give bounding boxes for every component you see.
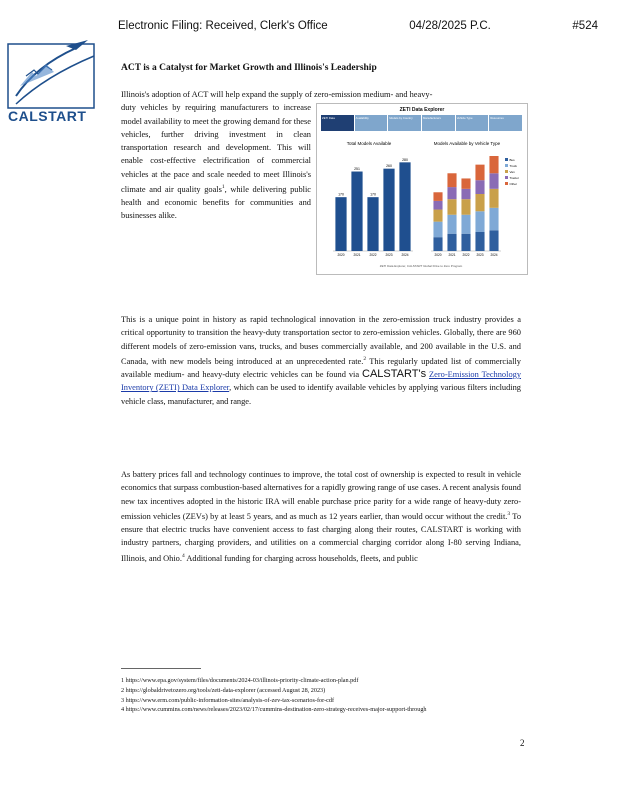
paragraph-3-text-3: Additional funding for charging across households, fleets, and public [184,553,418,563]
filing-header [118,20,598,32]
stacked-segment [447,173,456,187]
footnote-ref-4[interactable]: 4 [181,552,185,559]
right-tick-label: 2024 [490,253,498,257]
left-bar [399,162,410,251]
left-bar [351,172,362,251]
legend-label: Truck [509,164,517,168]
figure-tab: Manufacturers [422,115,455,131]
stacked-segment [475,232,484,251]
figure-tab: Models by Country [388,115,421,131]
footnote-1: 1 https://www.epa.gov/system/files/documents/2024-03/illinois-priority-climate-action-plan.pdf [121,677,359,684]
stacked-segment [447,199,456,215]
left-bar-label: 260 [386,164,392,169]
footnote-2: 2 https://globaldrivetozero.org/tools/zeti-data-explorer (accessed August 28, 2023) [121,686,326,694]
paragraph-3-text-2: To ensure that electric trucks have convenient access to fast charging along their routes, CALSTART is working with industry partners, charging providers, and utilities on a commercial charging corridor along I-80 serving Indiana, Illinois, and Ohio. [121,511,522,563]
stacked-segment [461,178,470,188]
stacked-segment [447,234,456,251]
zeti-link[interactable]: Zero-Emission Technology Inventory (ZETI) Data Explorer [121,369,522,393]
paragraph-1-line-1: Illinois's adoption of ACT will help expand the supply of zero-emission medium- and heavy- [121,90,433,99]
left-bar-chart [333,158,413,257]
stacked-segment [461,215,470,234]
paragraph-2-text: This is a unique point in history as rapid technological innovation in the zero-emission truck industry provides a critical opportunity to transition the heavy-duty transportation sector to zero-emission vehicles. Globally, there are 960 different models of zero-emission vans, trucks, and buses commercially available, and 200 available in the U.S. and Canada, with new models being introduced at an unprecedented rate. [121,315,521,366]
page-number: 2 [520,738,525,748]
right-tick-label: 2020 [434,253,442,257]
left-tick-label: 2021 [353,253,361,257]
figure-tab: Resources [489,115,522,131]
figure-tab: Vehicle Type [456,115,489,131]
paragraph-1-text: duty vehicles by requiring manufacturers to increase model availability to meet the growing demand for these vehicles, further driving investment in clean transportation research and development. This will enable cost-effective electrification of commercial vehicles at the pace and scale needed to meet Illinois's climate and air quality goals [121,103,311,194]
footnotes [121,676,521,715]
paragraph-2 [121,313,521,408]
figure-charts [317,131,525,271]
filing-header-left: Electronic Filing: Received, Clerk's Office [118,20,328,32]
stacked-segment [461,234,470,251]
paragraph-2-text-2: This regularly updated list of commercially available medium- and heavy-duty electric vehicles can be found via [121,356,521,379]
paragraph-3-text: As battery prices fall and technology continues to improve, the total cost of ownership is expected to result in vehicle economics that surpass combustion-based alternatives for a rapidly growing range of use cases. A recent analysis found new tax incentives adopted in the historic IRA will enable purchase price parity for a wide range of heavy-duty zero-emission vehicles (ZEVs) by at least 5 years, and as much as 12 years earlier, than would occur without the credit. [121,470,521,521]
stacked-segment [489,173,498,189]
paragraph-2-text-3: , which can be used to identify available vehicles by applying various filters including vehicle class, manufacturer, and range. [121,383,521,406]
paragraph-1-body [121,101,311,222]
footnote-4: 4 https://www.cummins.com/news/releases/2023/02/17/cummins-destination-zero-strategy-receives-major-support-through [121,706,427,714]
stacked-segment [433,210,442,222]
stacked-segment [447,215,456,234]
left-tick-label: 2022 [369,253,377,257]
footnote-ref-3[interactable]: 3 [507,510,511,517]
footnote-ref-1[interactable]: 1 [221,184,225,191]
legend-swatch [505,158,508,161]
section-title: ACT is a Catalyst for Market Growth and Illinois's Leadership [121,63,377,73]
left-tick-label: 2024 [401,253,409,257]
stacked-segment [489,156,498,173]
legend-swatch [505,176,508,179]
left-tick-label: 2023 [385,253,393,257]
paragraph-1-tail: , while delivering public health and economic benefits for communities and businesses alike. [121,184,312,221]
figure-tabs [321,115,523,131]
stacked-segment [433,201,442,210]
stacked-segment [447,187,456,199]
left-bar-label: 170 [370,192,376,197]
left-bar [367,197,378,251]
left-chart-title: Total Models Available [346,141,392,146]
legend-label: Bus [509,158,515,162]
stacked-segment [461,199,470,215]
stacked-segment [475,194,484,211]
legend-swatch [505,182,508,185]
legend-label: Other [509,182,518,186]
left-bar-label: 280 [402,157,408,162]
figure-tab: ZETI Data [321,115,354,131]
stacked-segment [433,237,442,251]
right-chart-title: Models Available by Vehicle Type [433,141,501,146]
footnote-rule [121,668,201,669]
legend-label: Tractor [509,176,519,180]
right-stacked-chart [431,156,519,257]
calstart-logo-text: CALSTART [8,108,87,124]
zeti-figure [316,103,528,275]
right-tick-label: 2022 [462,253,470,257]
stacked-segment [433,192,442,201]
left-bar-label: 170 [338,192,344,197]
legend-swatch [505,170,508,173]
left-bar [383,169,394,251]
stacked-segment [489,230,498,251]
filing-date: 04/28/2025 P.C. [409,20,491,32]
left-bar-label: 251 [354,167,360,172]
stacked-segment [475,180,484,194]
footnote-3: 3 https://www.erm.com/public-information-sites/analysis-of-zev-tax-scenarios-for-cdf [121,696,335,704]
left-tick-label: 2020 [337,253,345,257]
stacked-segment [489,208,498,230]
right-tick-label: 2021 [448,253,456,257]
figure-footer: ZETI Data Explorer, CALSTART Global Drive to Zero Program [379,264,463,268]
figure-tab: Availability [355,115,388,131]
left-bar [335,197,346,251]
figure-title: ZETI Data Explorer [399,107,445,113]
filing-number: #524 [572,20,598,32]
stacked-segment [461,189,470,199]
stacked-segment [475,211,484,232]
stacked-segment [433,222,442,238]
calstart-name: CALSTART's [362,367,427,380]
stacked-segment [475,165,484,181]
legend-swatch [505,164,508,167]
right-tick-label: 2023 [476,253,484,257]
legend-label: Van [509,170,515,174]
paragraph-3 [121,468,521,565]
footnote-ref-2[interactable]: 2 [363,355,367,362]
stacked-segment [489,189,498,208]
